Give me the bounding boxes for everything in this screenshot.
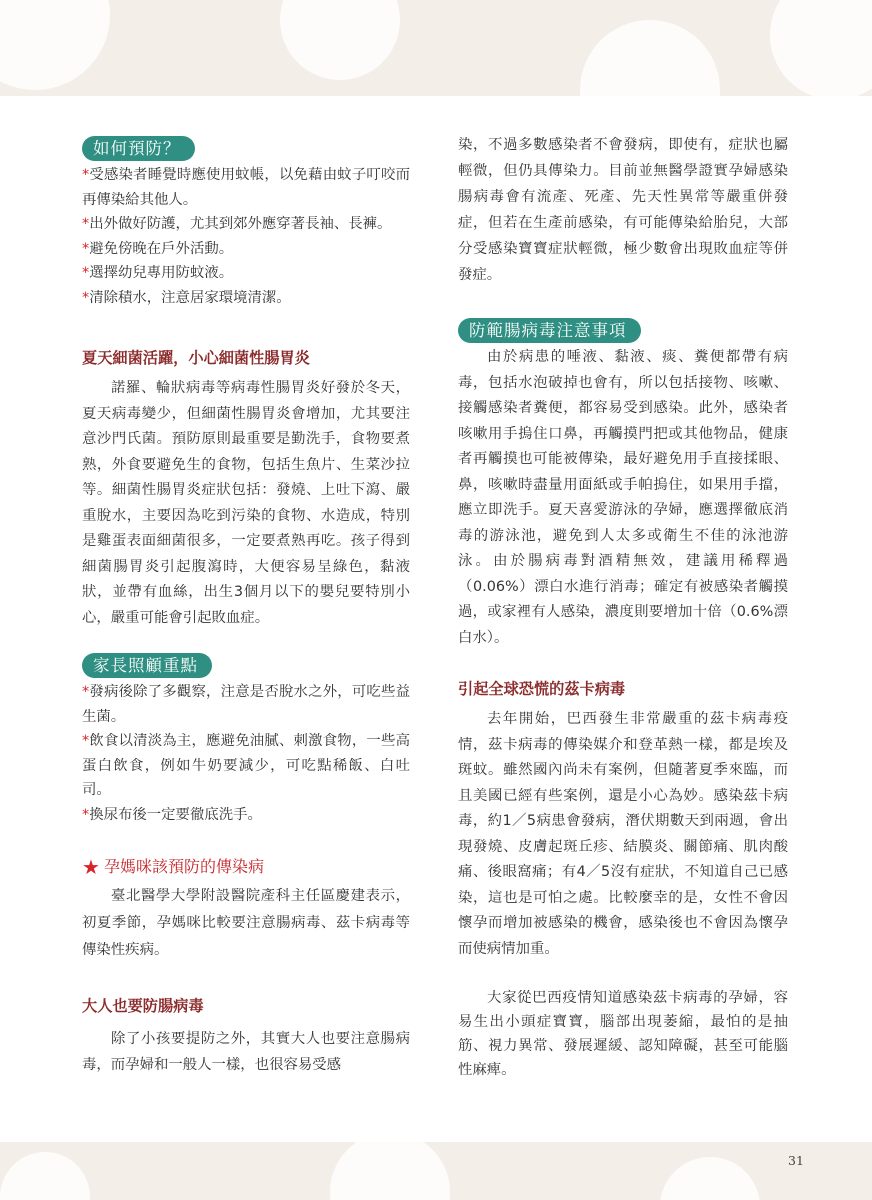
decor-circle (660, 1157, 760, 1200)
star-icon: ★ (82, 855, 100, 879)
decor-circle (0, 0, 110, 90)
decor-circle (580, 20, 720, 96)
pregnant-paragraph: 臺北醫學大學附設醫院產科主任區慶建表示，初夏季節，孕媽咪比較要注意腸病毒、茲卡病毒等傳染性疾病。 (82, 888, 410, 958)
list-item: *選擇幼兒專用防蚊液。 (82, 265, 234, 281)
prevent-heading: 如何預防？ (82, 136, 195, 161)
list-item: *飲食以清淡為主，應避免油膩、刺激食物，一些高蛋白飲食，例如牛奶要減少，可吃點稀飯、白吐司。 (82, 733, 410, 798)
top-decorative-band (0, 0, 872, 96)
zika-heading: 引起全球恐慌的茲卡病毒 (458, 680, 626, 698)
decor-circle (280, 0, 400, 80)
right-column (458, 128, 788, 1082)
list-item: *清除積水，注意居家環境清潔。 (82, 289, 291, 306)
care-list (82, 680, 410, 827)
adult-heading: 大人也要防腸病毒 (82, 997, 204, 1015)
bacteria-paragraph: 諾羅、輪狀病毒等病毒性腸胃炎好發於冬天，夏天病毒變少，但細菌性腸胃炎會增加，尤其要注意沙門氏菌。預防原則最重要是勤洗手，食物要煮熟，外食要避免生的食物，包括生魚片、生菜沙拉等。細菌性腸胃炎症狀包括：發燒、上吐下瀉、嚴重脫水，主要因為吃到污染的食物、水造成，特別是雞蛋表面細菌很多，一定要煮熟再吃。孩子得到細菌腸胃炎引起腹瀉時，大便容易呈綠色，黏液狀，並帶有血絲，出生3個月以下的嬰兒要特別小心，嚴重可能會引起敗血症。 (82, 380, 410, 626)
bacteria-heading: 夏天細菌活躍，小心細菌性腸胃炎 (82, 349, 310, 367)
list-item: *受感染者睡覺時應使用蚊帳，以免藉由蚊子叮咬而再傳染給其他人。 (82, 167, 410, 208)
adult-paragraph: 除了小孩要提防之外，其實大人也要注意腸病毒，而孕婦和一般人一樣，也很容易受感 (82, 1031, 410, 1073)
zika-paragraph: 去年開始，巴西發生非常嚴重的茲卡病毒疫情，茲卡病毒的傳染媒介和登革熱一樣，都是埃及斑蚊。雖然國內尚未有案例，但隨著夏季來臨，而且美國已經有些案例，還是小心為妙。感染茲卡病毒，約1／5病患會發病，潛伏期數天到兩週，會出現發燒、皮膚起斑丘疹、結膜炎、關節痛、肌肉酸痛、後眼窩痛；有4／5沒有症狀，不知道自己已感染，這也是可怕之處。比較麼幸的是，女性不會因懷孕而增加被感染的機會，感染後也不會因為懷孕而使病情加重。 (458, 711, 788, 957)
list-item: *避免傍晚在戶外活動。 (82, 240, 234, 257)
list-item: *出外做好防護，尤其到郊外應穿著長袖、長褲。 (82, 216, 392, 232)
continued-paragraph: 染，不過多數感染者不會發病，即使有，症狀也屬輕微，但仍具傳染力。目前並無醫學證實孕婦感染腸病毒會有流產、死產、先天性異常等嚴重併發症，但若在生產前感染，有可能傳染給胎兒，大部分受感染寶寶症狀輕微，極少數會出現敗血症等併發症。 (458, 137, 788, 283)
list-item: *發病後除了多觀察，注意是否脫水之外，可吃些益生菌。 (82, 684, 410, 725)
prevent-list (82, 163, 410, 310)
care-heading: 家長照顧重點 (82, 653, 212, 678)
bottom-decorative-band (0, 1142, 872, 1200)
entero-paragraph: 由於病患的唾液、黏液、痰、糞便都帶有病毒，包括水泡破掉也會有，所以包括接物、咳嗽、接觸感染者糞便，都容易受到感染。此外，感染者咳嗽用手摀住口鼻，再觸摸門把或其他物品，健康者再觸摸也可能被傳染，最好避免用手直接揉眼、鼻，咳嗽時盡量用面紙或手帕摀住，如果用手擋，應立即洗手。夏天喜愛游泳的孕婦，應選擇徹底消毒的游泳池，避免到人太多或衛生不佳的泳池游泳。由於腸病毒對酒精無效，建議用稀釋過（0.06%）漂白水進行消毒；確定有被感染者觸摸過，或家裡有人感染，濃度則要增加十倍（0.6%漂白水）。 (458, 349, 788, 646)
entero-heading: 防範腸病毒注意事項 (458, 318, 641, 343)
decor-circle (770, 0, 872, 96)
left-column (82, 128, 410, 1078)
decor-circle (330, 1142, 450, 1200)
zika-paragraph-2: 大家從巴西疫情知道感染茲卡病毒的孕婦，容易生出小頭症寶寶，腦部出現萎縮，最怕的是抽筋、視力異常、發展遲緩、認知障礙，甚至可能腦性麻痺。 (458, 990, 788, 1078)
pregnant-heading: ★ 孕媽咪該預防的傳染病 (82, 855, 264, 879)
decor-circle (0, 1152, 90, 1200)
list-item: *換尿布後一定要徹底洗手。 (82, 806, 262, 823)
page-number: 31 (788, 1153, 804, 1168)
